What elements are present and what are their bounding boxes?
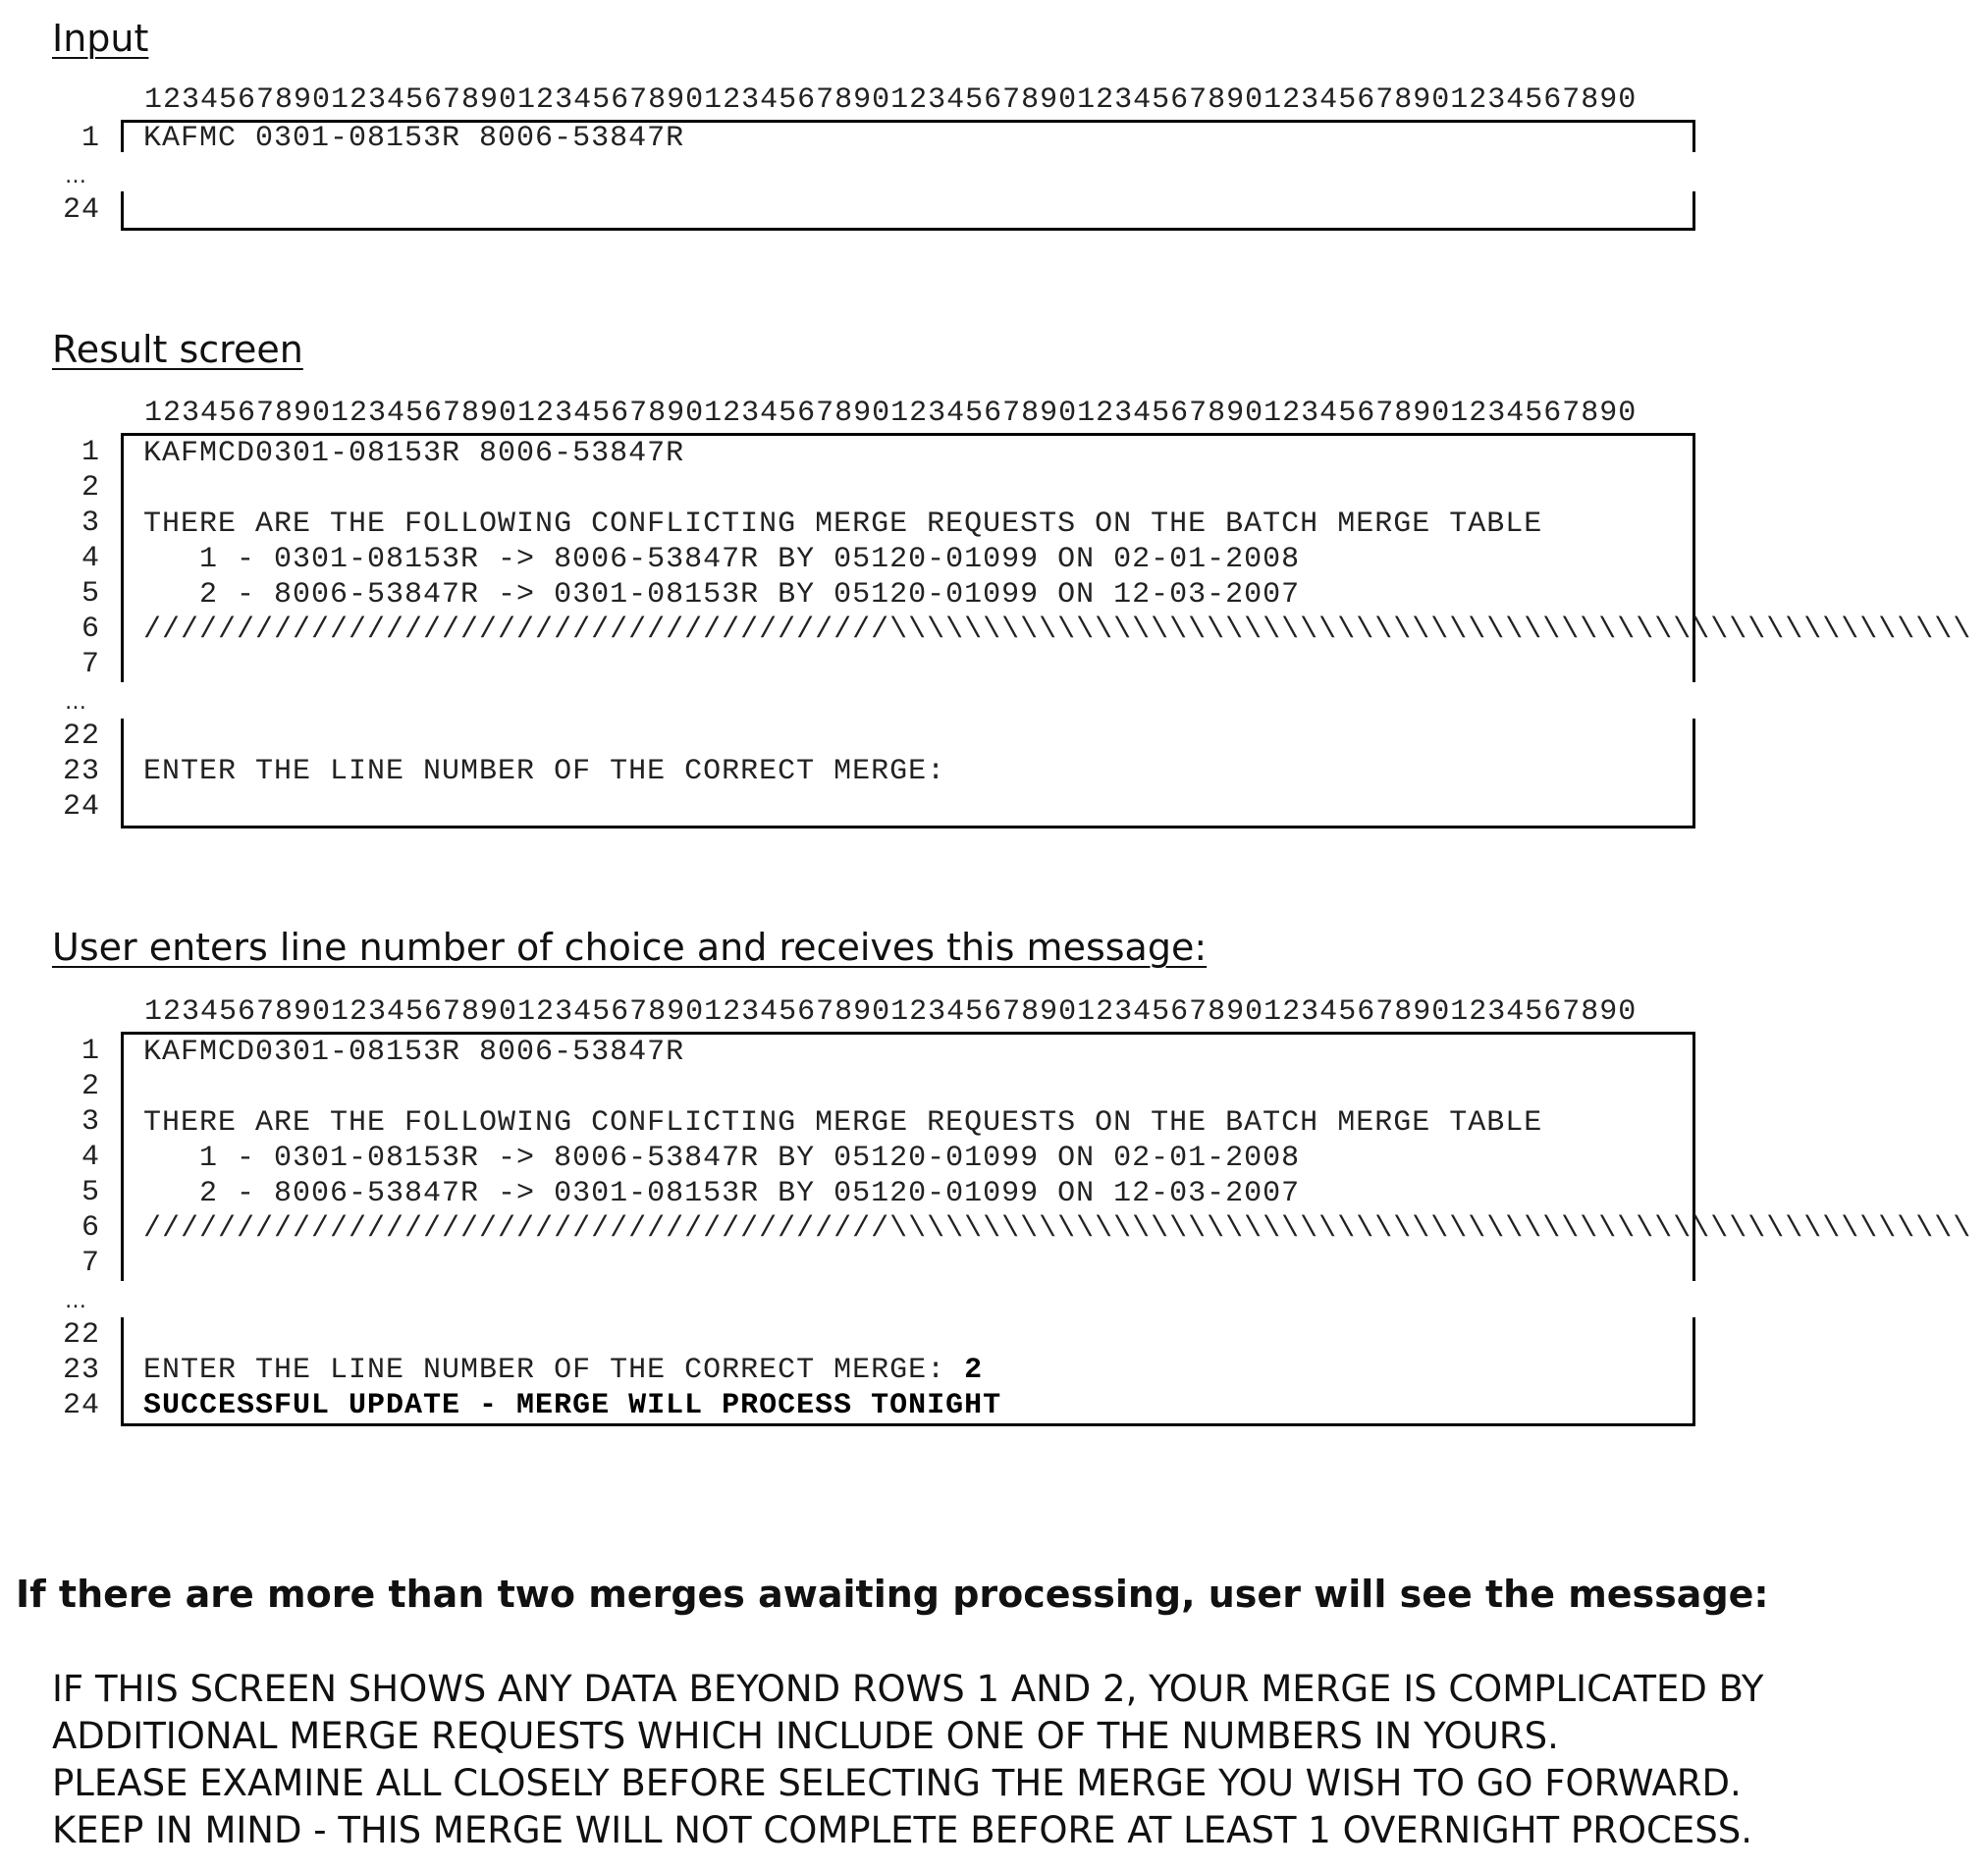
line-number: 1 <box>81 122 100 155</box>
line-number: 7 <box>81 648 100 681</box>
warning-message <box>52 1666 1764 1854</box>
result-screen-bottom <box>121 719 1695 828</box>
result-screen-top <box>121 433 1972 682</box>
line-number: 22 <box>62 1318 100 1352</box>
input-screen-top <box>121 120 1695 155</box>
merge-prompt-label: ENTER THE LINE NUMBER OF THE CORRECT MERGE: <box>143 1354 965 1387</box>
line-number: 4 <box>81 542 100 575</box>
line-number: 7 <box>81 1247 100 1280</box>
line-number: 5 <box>81 1176 100 1209</box>
line-number: 6 <box>81 1211 100 1245</box>
confirm-screen-bottom <box>121 1317 1695 1426</box>
screen-line-header: KAFMCD0301-08153R 8006-53847R <box>143 437 685 470</box>
screen-line-message: THERE ARE THE FOLLOWING CONFLICTING MERGE REQUESTS ON THE BATCH MERGE TABLE <box>143 508 1543 541</box>
note-heading: If there are more than two merges awaiting processing, user will see the message: <box>16 1573 1769 1616</box>
success-message: SUCCESSFUL UPDATE - MERGE WILL PROCESS TONIGHT <box>143 1389 1002 1422</box>
merge-option-1: 1 - 0301-08153R -> 8006-53847R BY 05120-01099 ON 02-01-2008 <box>143 1142 1301 1175</box>
merge-prompt[interactable]: ENTER THE LINE NUMBER OF THE CORRECT MERGE: <box>143 755 946 788</box>
warning-line: KEEP IN MIND - THIS MERGE WILL NOT COMPLETE BEFORE AT LEAST 1 OVERNIGHT PROCESS. <box>52 1809 1752 1851</box>
input-section-title: Input <box>52 17 149 60</box>
line-number: 4 <box>81 1141 100 1174</box>
line-number: 24 <box>62 790 100 824</box>
ellipsis-marker: … <box>65 690 86 715</box>
column-ruler: 12345678901234567890123456789012345678901234567890123456789012345678901234567890 <box>144 397 1638 430</box>
merge-option-2: 2 - 8006-53847R -> 0301-08153R BY 05120-01099 ON 12-03-2007 <box>143 1177 1301 1210</box>
line-number: 22 <box>62 720 100 753</box>
line-number: 6 <box>81 613 100 646</box>
line-number: 1 <box>81 436 100 469</box>
confirm-screen-top <box>121 1032 1972 1281</box>
warning-line: IF THIS SCREEN SHOWS ANY DATA BEYOND ROWS 1 AND 2, YOUR MERGE IS COMPLICATED BY <box>52 1668 1764 1710</box>
command-line-input[interactable]: KAFMC 0301-08153R 8006-53847R <box>143 122 685 155</box>
line-number: 24 <box>62 193 100 227</box>
line-number: 5 <box>81 577 100 611</box>
ellipsis-marker: … <box>65 164 86 188</box>
confirm-section-title: User enters line number of choice and receives this message: <box>52 926 1208 969</box>
result-section-title: Result screen <box>52 328 303 371</box>
line-number: 23 <box>62 755 100 788</box>
line-number: 3 <box>81 1105 100 1139</box>
merge-prompt-answered[interactable] <box>143 1353 983 1388</box>
screen-line-header: KAFMCD0301-08153R 8006-53847R <box>143 1036 685 1069</box>
line-number: 2 <box>81 1070 100 1103</box>
merge-option-2: 2 - 8006-53847R -> 0301-08153R BY 05120-01099 ON 12-03-2007 <box>143 578 1301 612</box>
line-number: 24 <box>62 1389 100 1422</box>
screen-separator: ////////////////////////////////////////\\\\\\\\\\\\\\\\\\\\\\\\\\\\\\\\\\\\\\\\\\\\\\\\\\\\\\\\\\ <box>143 614 1972 647</box>
line-number: 23 <box>62 1354 100 1387</box>
input-screen-bottom <box>121 191 1695 231</box>
screen-line-message: THERE ARE THE FOLLOWING CONFLICTING MERGE REQUESTS ON THE BATCH MERGE TABLE <box>143 1106 1543 1140</box>
merge-line-choice[interactable]: 2 <box>964 1354 984 1387</box>
line-number: 3 <box>81 507 100 540</box>
ellipsis-marker: … <box>65 1289 86 1313</box>
line-number: 2 <box>81 471 100 505</box>
screen-separator: ////////////////////////////////////////\\\\\\\\\\\\\\\\\\\\\\\\\\\\\\\\\\\\\\\\\\\\\\\\\\\\\\\\\\ <box>143 1212 1972 1246</box>
line-number: 1 <box>81 1035 100 1068</box>
column-ruler: 12345678901234567890123456789012345678901234567890123456789012345678901234567890 <box>144 995 1638 1029</box>
warning-line: PLEASE EXAMINE ALL CLOSELY BEFORE SELECTING THE MERGE YOU WISH TO GO FORWARD. <box>52 1762 1742 1804</box>
merge-option-1: 1 - 0301-08153R -> 8006-53847R BY 05120-01099 ON 02-01-2008 <box>143 543 1301 576</box>
warning-line: ADDITIONAL MERGE REQUESTS WHICH INCLUDE ONE OF THE NUMBERS IN YOURS. <box>52 1715 1559 1757</box>
column-ruler: 12345678901234567890123456789012345678901234567890123456789012345678901234567890 <box>144 83 1638 117</box>
